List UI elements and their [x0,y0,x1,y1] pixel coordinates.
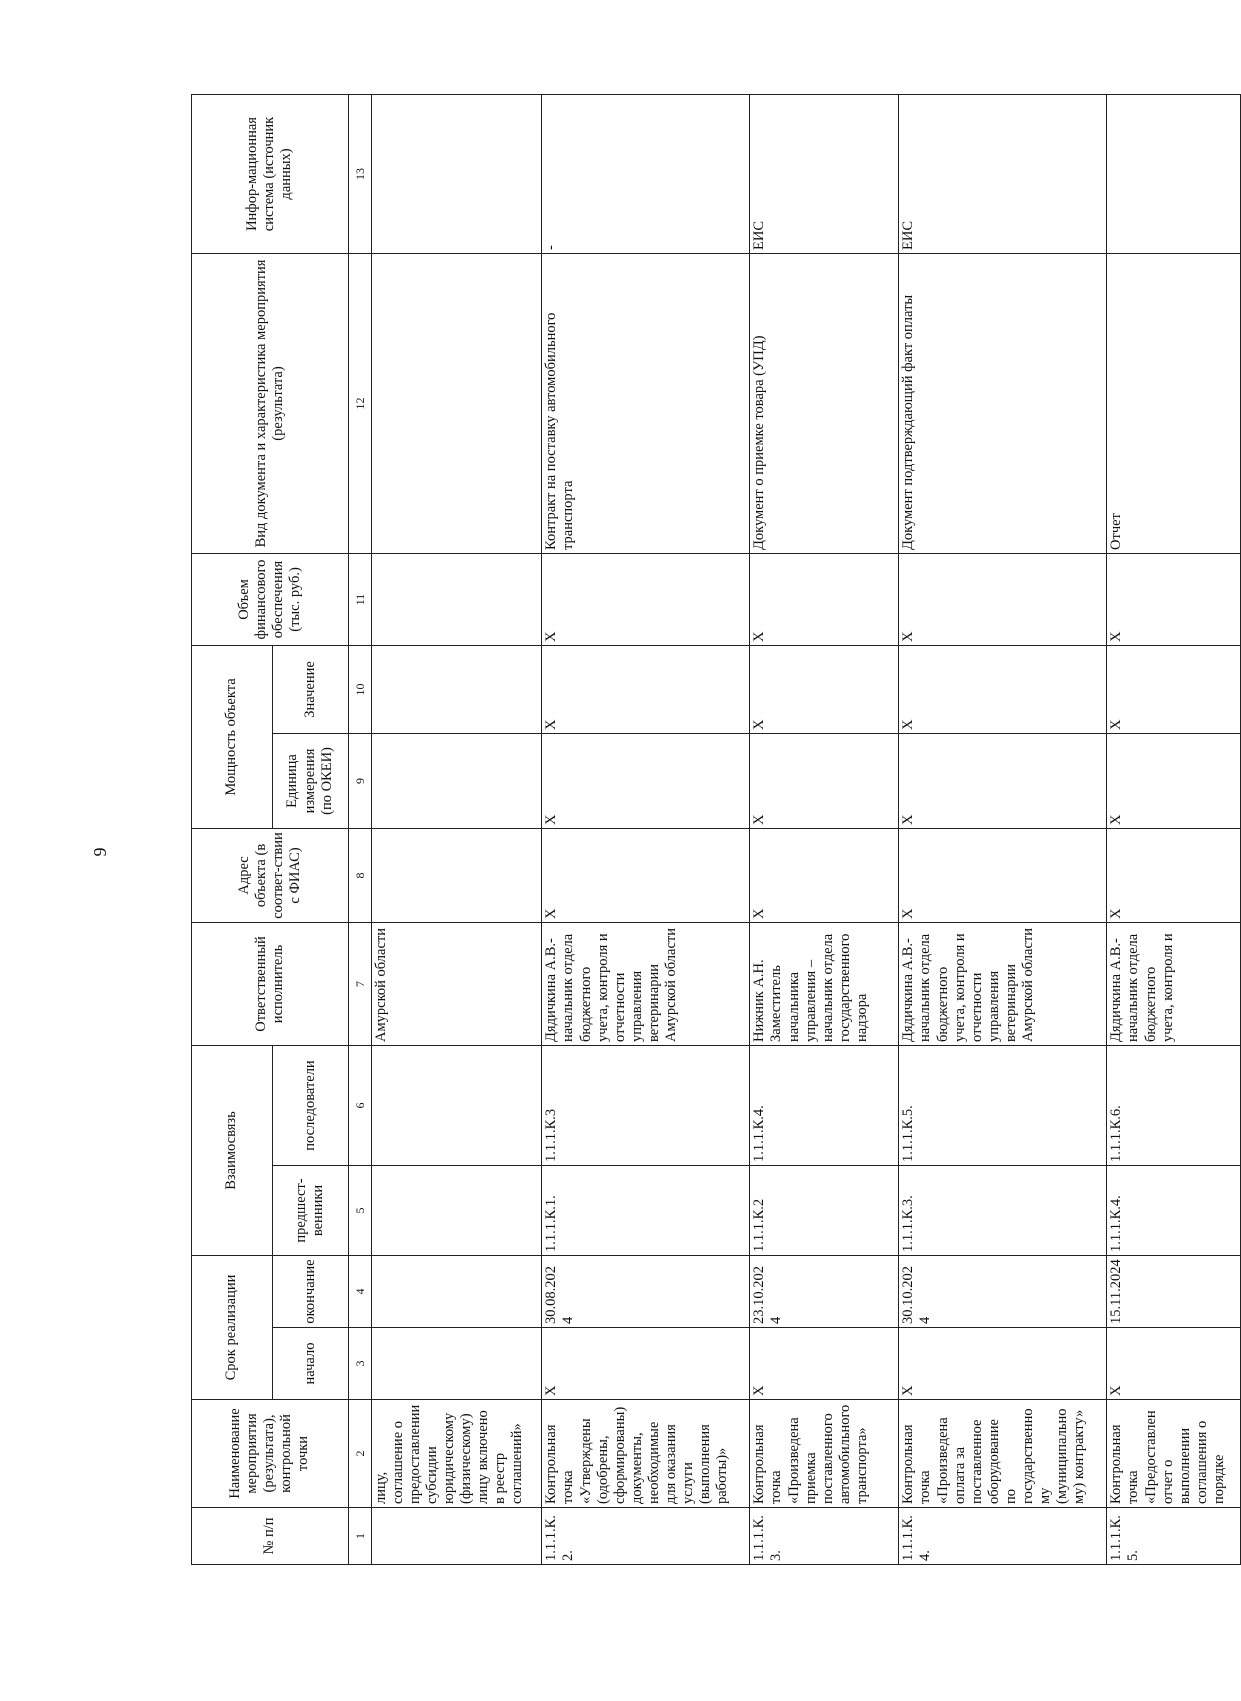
header-doc-type: Вид документа и характеристика мероприятия (результата) [192,253,349,553]
cell-value: X [899,645,1107,733]
column-number: 8 [348,828,371,922]
table-row [899,94,1107,1564]
cell-next: 1.1.1.К.6. [1107,1045,1241,1165]
cell-name: Контрольная точка «Произведена оплата за поставленное оборудование по государственному (муниципальному) контракту» [899,1400,1107,1508]
cell-start: X [899,1328,1107,1400]
cell-doc: Документ о приемке товара (УПД) [750,253,899,553]
cell-doc: Контракт на поставку автомобильного транспорта [542,253,750,553]
cell-finance [371,553,542,645]
column-number: 4 [348,1256,371,1328]
cell-finance: X [899,553,1107,645]
header-finance: Объем финансового обеспечения (тыс. руб.) [192,553,349,645]
cell-address: X [542,828,750,922]
header-link-prev: предшест-венники [272,1166,348,1256]
cell-num: 1.1.1.К.5. [1107,1508,1241,1565]
cell-start [371,1328,542,1400]
header-num: № п/п [192,1508,349,1565]
cell-name: Контрольная точка «Предоставлен отчет о выполнении соглашения о порядке [1107,1400,1241,1508]
cell-num: 1.1.1.К.2. [542,1508,750,1565]
cell-prev: 1.1.1.К.4. [1107,1166,1241,1256]
cell-start: X [1107,1328,1241,1400]
cell-value: X [542,645,750,733]
cell-doc: Документ подтверждающий факт оплаты [899,253,1107,553]
column-number-row [348,94,371,1564]
header-capacity-value: Значение [272,645,348,733]
cell-unit: X [750,733,899,828]
column-number: 2 [348,1400,371,1508]
cell-system: ЕИС [750,94,899,253]
cell-next: 1.1.1.К.3 [542,1045,750,1165]
cell-responsible: Нижник А.Н. Заместитель начальника управления – начальник отдела государственного надзора [750,922,899,1045]
cell-value: X [750,645,899,733]
table-row [1107,94,1241,1564]
header-link-next: последователи [272,1045,348,1165]
column-number: 9 [348,733,371,828]
cell-prev: 1.1.1.К.1. [542,1166,750,1256]
cell-address [371,828,542,922]
header-term: Срок реализации [192,1256,273,1400]
cell-unit [371,733,542,828]
cell-finance: X [542,553,750,645]
header-address: Адрес объекта (в соответ-ствии с ФИАС) [192,828,349,922]
cell-system: - [542,94,750,253]
cell-value: X [1107,645,1241,733]
table-row [750,94,899,1564]
page-number: 9 [90,847,110,857]
cell-next: 1.1.1.К.4. [750,1045,899,1165]
cell-end: 23.10.2024 [750,1256,899,1328]
column-number: 3 [348,1328,371,1400]
rotated-table-container [191,95,1241,1565]
cell-start: X [750,1328,899,1400]
column-number: 7 [348,922,371,1045]
column-number: 13 [348,94,371,253]
cell-value [371,645,542,733]
cell-responsible: Дядичкина А.В.- начальник отдела бюджетного учета, контроля и отчетности управления ветеринарии Амурской области [899,922,1107,1045]
cell-doc [371,253,542,553]
column-number: 6 [348,1045,371,1165]
cell-finance: X [750,553,899,645]
header-capacity: Мощность объекта [192,645,273,828]
cell-address: X [750,828,899,922]
cell-prev [371,1166,542,1256]
table-row [542,94,750,1564]
cell-system [371,94,542,253]
cell-address: X [1107,828,1241,922]
header-name: Наименование мероприятия (результата), контрольной точки [192,1400,349,1508]
cell-start: X [542,1328,750,1400]
cell-num [371,1508,542,1565]
cell-name: лицу, соглашение о предоставлении субсидии юридическому (физическому) лицу включено в реестр соглашений» [371,1400,542,1508]
cell-responsible: Дядичкина А.В.- начальник отдела бюджетного учета, контроля и отчетности управления ветеринарии Амурской области [542,922,750,1045]
cell-end: 30.10.2024 [899,1256,1107,1328]
cell-unit: X [542,733,750,828]
cell-prev: 1.1.1.К.3. [899,1166,1107,1256]
table-row [371,94,542,1564]
cell-end: 30.08.2024 [542,1256,750,1328]
cell-responsible: Амурской области [371,922,542,1045]
cell-unit: X [899,733,1107,828]
header-capacity-unit: Единица измерения (по ОКЕИ) [272,733,348,828]
column-number: 1 [348,1508,371,1565]
header-term-start: начало [272,1328,348,1400]
cell-next [371,1045,542,1165]
header-term-end: окончание [272,1256,348,1328]
cell-end: 15.11.2024 [1107,1256,1241,1328]
cell-num: 1.1.1.К.4. [899,1508,1107,1565]
column-number: 5 [348,1166,371,1256]
cell-address: X [899,828,1107,922]
cell-name: Контрольная точка «Произведена приемка поставленного автомобильного транспорта» [750,1400,899,1508]
header-link: Взаимосвязь [192,1045,273,1255]
cell-finance: X [1107,553,1241,645]
column-number: 11 [348,553,371,645]
cell-responsible: Дядичкина А.В.- начальник отдела бюджетного учета, контроля и [1107,922,1241,1045]
cell-next: 1.1.1.К.5. [899,1045,1107,1165]
cell-num: 1.1.1.К.3. [750,1508,899,1565]
cell-system: ЕИС [899,94,1107,253]
column-number: 10 [348,645,371,733]
cell-system [1107,94,1241,253]
header-responsible: Ответственный исполнитель [192,922,349,1045]
plan-table [191,94,1241,1565]
cell-unit: X [1107,733,1241,828]
cell-doc: Отчет [1107,253,1241,553]
column-number: 12 [348,253,371,553]
header-info-system: Инфор-мационная система (источник данных) [192,94,349,253]
cell-prev: 1.1.1.К.2 [750,1166,899,1256]
cell-name: Контрольная точка «Утверждены (одобрены, сформированы) документы, необходимые для оказания услуги (выполнения работы)» [542,1400,750,1508]
header-row [192,94,273,1564]
cell-end [371,1256,542,1328]
